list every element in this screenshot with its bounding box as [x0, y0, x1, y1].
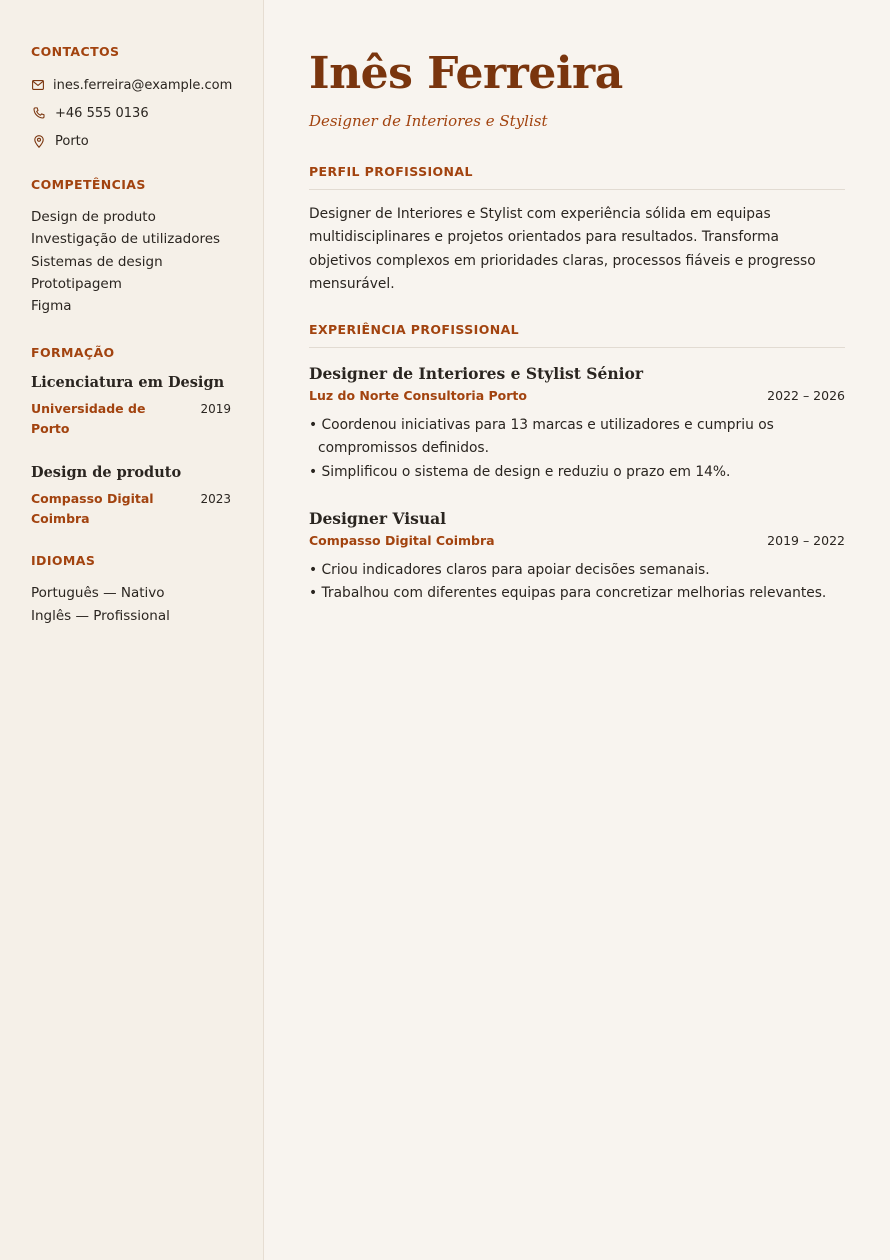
profile-section	[309, 164, 845, 296]
experience-heading: EXPERIÊNCIA PROFISSIONAL	[309, 322, 845, 348]
skill-item: Sistemas de design	[31, 253, 163, 270]
skills-heading: COMPETÊNCIAS	[31, 177, 146, 192]
main-content	[265, 0, 890, 1260]
contact-phone[interactable]	[31, 99, 231, 127]
job-bullets	[309, 414, 845, 484]
job-bullets	[309, 559, 845, 606]
education-school: Compasso Digital Coimbra	[31, 491, 154, 527]
languages-heading: IDIOMAS	[31, 553, 96, 569]
contact-location-text: Porto	[55, 133, 89, 149]
job-bullet: • Trabalhou com diferentes equipas para concretizar melhorias relevantes.	[309, 582, 845, 605]
candidate-name: Inês Ferreira	[309, 48, 623, 99]
education-heading: FORMAÇÃO	[31, 345, 115, 361]
language-item: Inglês — Profissional	[31, 607, 170, 624]
experience-section	[309, 322, 845, 605]
education-year: 2023	[200, 492, 231, 507]
contact-email-text: ines.ferreira@example.com	[53, 77, 233, 93]
job-bullet: • Coordenou iniciativas para 13 marcas e utilizadores e cumpriu os compromissos definidos.	[309, 414, 845, 461]
education-school: Universidade de Porto	[31, 401, 146, 437]
education-title: Licenciatura em Design	[31, 374, 225, 392]
contacts-heading: CONTACTOS	[31, 44, 120, 59]
skill-item: Design de produto	[31, 209, 156, 225]
language-item: Português — Nativo	[31, 585, 165, 602]
education-item	[31, 373, 231, 439]
education-year: 2019	[200, 402, 231, 417]
job-title: Designer Visual	[309, 509, 447, 529]
job-entry	[309, 363, 845, 484]
languages-list	[31, 582, 231, 627]
profile-heading: PERFIL PROFISSIONAL	[309, 164, 845, 190]
phone-icon	[32, 106, 46, 120]
contact-email[interactable]	[31, 71, 231, 99]
job-dates: 2019 – 2022	[767, 533, 845, 549]
candidate-title: Designer de Interiores e Stylist	[309, 112, 548, 130]
job-bullet: • Simplificou o sistema de design e reduziu o prazo em 14%.	[309, 461, 845, 484]
job-bullet: • Criou indicadores claros para apoiar decisões semanais.	[309, 559, 845, 582]
contacts-list	[31, 71, 231, 155]
skill-item: Investigação de utilizadores	[31, 231, 221, 248]
contact-phone-text: +46 555 0136	[55, 105, 149, 121]
contact-location	[31, 127, 231, 155]
education-title: Design de produto	[31, 464, 182, 482]
profile-text: Designer de Interiores e Stylist com experiência sólida em equipas multidisciplinares e projetos orientados para resultados. Transforma objetivos complexos em prioridades claras, processos fiáveis e progresso mensurável.	[309, 206, 816, 292]
skills-list	[31, 206, 231, 317]
job-company: Compasso Digital Coimbra	[309, 533, 495, 549]
mail-icon	[32, 78, 44, 92]
skill-item: Prototipagem	[31, 275, 122, 292]
location-pin-icon	[32, 134, 46, 148]
education-list	[31, 373, 231, 529]
job-dates: 2022 – 2026	[767, 388, 845, 404]
job-title: Designer de Interiores e Stylist Sénior	[309, 364, 644, 384]
sidebar	[0, 0, 264, 1260]
education-item	[31, 463, 231, 529]
job-entry	[309, 508, 845, 606]
job-company: Luz do Norte Consultoria Porto	[309, 388, 527, 404]
skill-item: Figma	[31, 298, 72, 315]
